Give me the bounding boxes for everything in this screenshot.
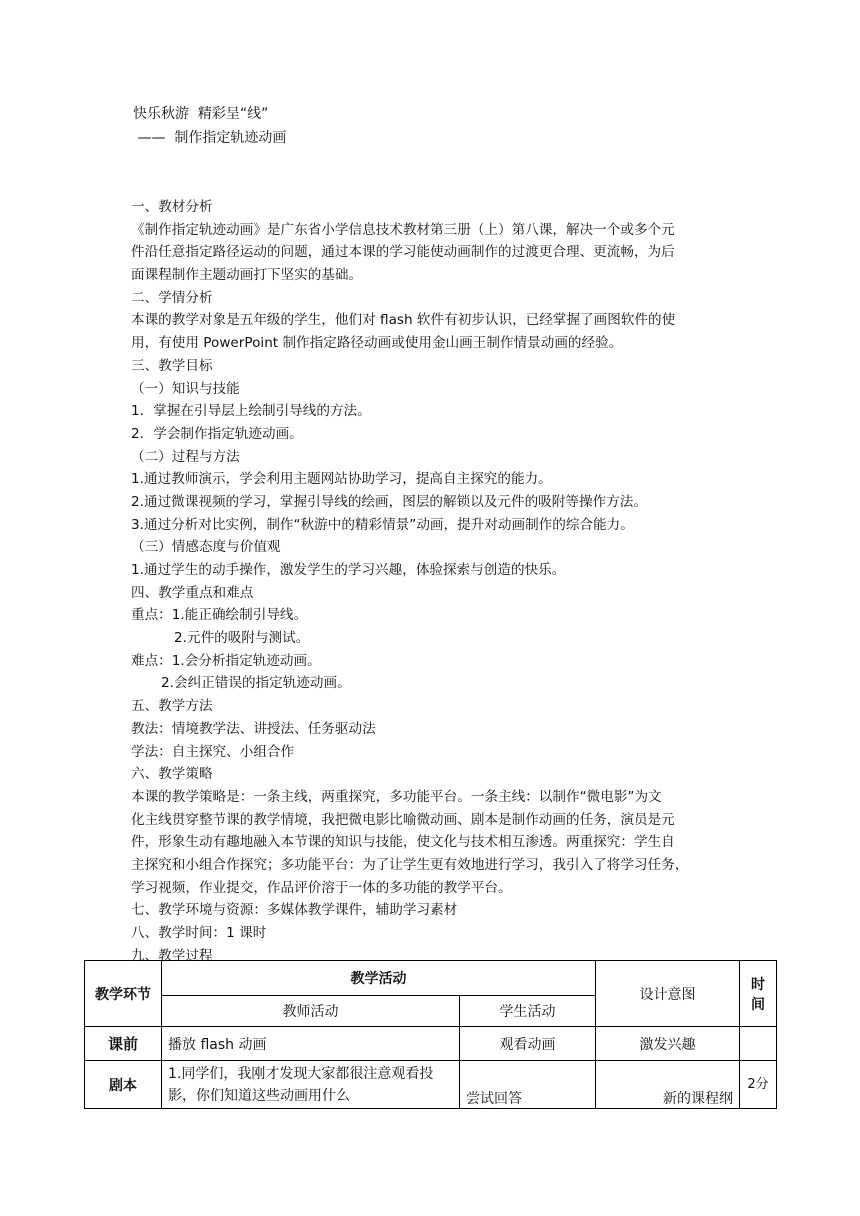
document-subtitle: —— 制作指定轨迹动画 xyxy=(133,130,287,146)
body-line: （三）情感态度与价值观 xyxy=(131,539,281,556)
body-line: 二、学情分析 xyxy=(131,289,213,306)
body-line: 2．学会制作指定轨迹动画。 xyxy=(131,425,303,442)
document-title: 快乐秋游 精彩呈“线” xyxy=(133,106,269,122)
body-line: 学习视频，作业提交，作品评价溶于一体的多功能的教学平台。 xyxy=(131,879,512,896)
table-row xyxy=(85,1061,777,1109)
body-line: 本课的教学对象是五年级的学生，他们对 flash 软件有初步认识，已经掌握了画图软件的使 xyxy=(131,312,676,329)
body-line: 1．掌握在引导层上绘制引导线的方法。 xyxy=(131,403,371,420)
row-design: 激发兴趣 xyxy=(596,1027,740,1061)
teaching-process-table xyxy=(84,960,777,1109)
header-teacher: 教师活动 xyxy=(162,996,460,1027)
body-line: 五、教学方法 xyxy=(131,698,213,715)
body-line: 三、教学目标 xyxy=(131,357,213,374)
header-design: 设计意图 xyxy=(596,961,740,1027)
body-line: 用，有使用 PowerPoint 制作指定路径动画或使用金山画王制作情景动画的经验。 xyxy=(131,335,623,352)
row-student: 尝试回答 xyxy=(460,1061,596,1109)
row-design: 新的课程纲 xyxy=(596,1061,740,1109)
body-line: 1.通过学生的动手操作，激发学生的学习兴趣，体验探索与创造的快乐。 xyxy=(131,562,566,578)
row-teacher: 1.同学们，我刚才发现大家都很注意观看投影，你们知道这些动画用什么 xyxy=(162,1061,460,1109)
row-time xyxy=(740,1027,777,1061)
body-line: 九、教学过程 xyxy=(131,947,213,964)
body-line: 面课程制作主题动画打下坚实的基础。 xyxy=(131,267,363,284)
header-student: 学生活动 xyxy=(460,996,596,1027)
body-line: 1.通过教师演示，学会利用主题网站协助学习，提高自主探究的能力。 xyxy=(131,471,552,488)
body-line: 主探究和小组合作探究；多功能平台：为了让学生更有效地进行学习，我引入了将学习任务， xyxy=(131,856,689,873)
body-line: 四、教学重点和难点 xyxy=(131,584,254,601)
body-line: 3.通过分析对比实例，制作“秋游中的精彩情景”动画，提升对动画制作的综合能力。 xyxy=(131,516,634,533)
body-line: 六、教学策略 xyxy=(131,766,213,783)
body-line: 《制作指定轨迹动画》是广东省小学信息技术教材第三册（上）第八课，解决一个或多个元 xyxy=(131,221,675,238)
body-line: 教法：情境教学法、讲授法、任务驱动法 xyxy=(131,720,376,737)
body-line: 件沿任意指定路径运动的问题，通过本课的学习能使动画制作的过渡更合理、更流畅，为后 xyxy=(131,244,675,261)
body-line: 2.会纠正错误的指定轨迹动画。 xyxy=(161,675,351,692)
body-line: 一、教材分析 xyxy=(131,199,213,215)
body-line: 学法：自主探究、小组合作 xyxy=(131,743,295,760)
body-line: 2.通过微课视频的学习，掌握引导线的绘画，图层的解锁以及元件的吸附等操作方法。 xyxy=(131,493,647,510)
body-line: （二）过程与方法 xyxy=(131,448,240,465)
body-line: 八、教学时间：1 课时 xyxy=(131,925,267,941)
body-line: 化主线贯穿整节课的教学情境，我把微电影比喻微动画、剧本是制作动画的任务，演员是元 xyxy=(131,811,675,828)
body-line: （一）知识与技能 xyxy=(131,380,240,397)
row-stage: 课前 xyxy=(85,1027,162,1061)
row-time: 2分 xyxy=(740,1061,777,1109)
header-stage: 教学环节 xyxy=(85,961,162,1027)
header-time: 时间 xyxy=(740,961,777,1027)
body-line: 难点：1.会分析指定轨迹动画。 xyxy=(131,652,321,669)
body-line: 七、教学环境与资源：多媒体教学课件，辅助学习素材 xyxy=(131,902,458,919)
body-line: 件，形象生动有趣地融入本节课的知识与技能，使文化与技术相互渗透。两重探究：学生自 xyxy=(131,834,675,851)
row-teacher: 播放 flash 动画 xyxy=(162,1027,460,1061)
header-activity: 教学活动 xyxy=(162,961,596,996)
body-line: 本课的教学策略是：一条主线，两重探究，多功能平台。一条主线：以制作“微电影”为文 xyxy=(131,788,662,805)
body-line: 重点：1.能正确绘制引导线。 xyxy=(131,607,308,624)
row-student: 观看动画 xyxy=(460,1027,596,1061)
row-stage: 剧本 xyxy=(85,1061,162,1109)
document-body xyxy=(131,196,731,967)
body-line: 2.元件的吸附与测试。 xyxy=(174,630,310,647)
table-row xyxy=(85,1027,777,1061)
